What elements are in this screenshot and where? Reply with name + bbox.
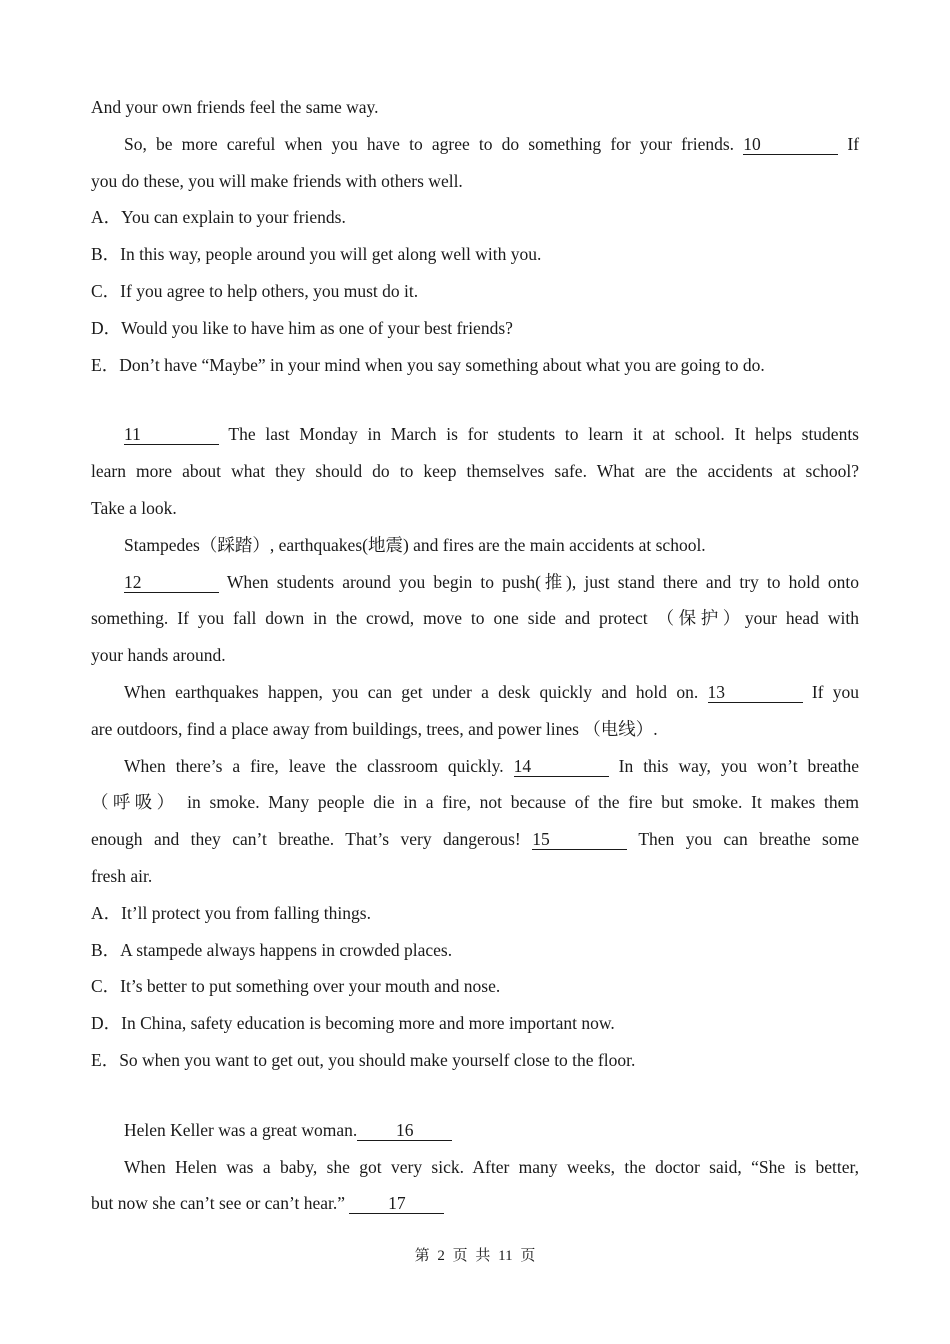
option-a: A．It’ll protect you from falling things. xyxy=(91,902,371,923)
option-d: D．Would you like to have him as one of your best friends? xyxy=(91,317,513,338)
paragraph-line xyxy=(91,748,859,785)
paragraph-line: （呼吸） in smoke. Many people die in a fire, not because of the fire but smoke. It makes them xyxy=(91,792,859,813)
option-e: E．Don’t have “Maybe” in your mind when you say something about what you are going to do. xyxy=(91,354,765,375)
text-span: When students around you begin to push(推), just stand there and try to hold onto xyxy=(226,571,859,592)
text-span: If xyxy=(847,133,860,154)
answer-blank-15[interactable]: 15 xyxy=(532,829,627,850)
option-b: B．A stampede always happens in crowded places. xyxy=(91,939,453,960)
answer-blank-14[interactable]: 14 xyxy=(514,756,609,777)
option-c: C．If you agree to help others, you must do it. xyxy=(91,280,419,301)
section-gap xyxy=(91,383,859,416)
paragraph-line xyxy=(91,126,859,163)
paragraph-line: fresh air. xyxy=(91,865,153,886)
option-e: E．So when you want to get out, you should make yourself close to the floor. xyxy=(91,1049,636,1070)
text-span: In this way, you won’t breathe xyxy=(618,755,860,776)
paragraph-line xyxy=(91,674,859,711)
option-b: B．In this way, people around you will get along well with you. xyxy=(91,244,542,265)
answer-blank-11[interactable]: 11 xyxy=(124,424,219,445)
answer-blank-13[interactable]: 13 xyxy=(708,682,803,703)
paragraph-line: learn more about what they should do to keep themselves safe. What are the accidents at school? xyxy=(91,461,859,482)
text-span: but now she can’t see or can’t hear.” xyxy=(91,1193,345,1214)
text-span: enough and they can’t breathe. That’s very dangerous! xyxy=(91,829,521,850)
text-span: When there’s a fire, leave the classroom quickly. xyxy=(124,755,504,776)
paragraph-line: When Helen was a baby, she got very sick. After many weeks, the doctor said, “She is better, xyxy=(124,1156,859,1177)
paragraph-line xyxy=(91,564,859,601)
text-span: So, be more careful when you have to agree to do something for your friends. xyxy=(124,133,735,154)
paragraph-line: Stampedes（踩踏）, earthquakes(地震) and fires are the main accidents at school. xyxy=(124,534,706,555)
text-span: When earthquakes happen, you can get under a desk quickly and hold on. xyxy=(124,681,699,702)
text-span: Then you can breathe some xyxy=(638,829,859,850)
paragraph-line: are outdoors, find a place away from buildings, trees, and power lines （电线）. xyxy=(91,718,658,739)
paragraph-line: you do these, you will make friends with others well. xyxy=(91,170,463,191)
answer-blank-12[interactable]: 12 xyxy=(124,572,219,593)
paragraph-line xyxy=(91,1112,859,1149)
option-a: A．You can explain to your friends. xyxy=(91,207,346,228)
text-span: The last Monday in March is for students to learn it at school. It helps students xyxy=(228,424,859,445)
page-content xyxy=(91,89,859,1222)
text-span: Helen Keller was a great woman. xyxy=(124,1119,358,1140)
paragraph-line xyxy=(91,1185,859,1222)
paragraph-line xyxy=(91,416,859,453)
text-span: If you xyxy=(811,681,860,702)
answer-blank-16[interactable]: 16 xyxy=(357,1120,452,1141)
paragraph-line xyxy=(91,821,859,858)
answer-blank-17[interactable]: 17 xyxy=(349,1193,444,1214)
section-gap xyxy=(91,1079,859,1112)
answer-blank-10[interactable]: 10 xyxy=(743,134,838,155)
paragraph-line: your hands around. xyxy=(91,645,226,666)
option-c: C．It’s better to put something over your mouth and nose. xyxy=(91,976,501,997)
option-d: D．In China, safety education is becoming more and more important now. xyxy=(91,1013,615,1034)
page-footer: 第 2 页 共 11 页 xyxy=(414,1248,536,1264)
paragraph-line: And your own friends feel the same way. xyxy=(91,97,379,117)
paragraph-line: Take a look. xyxy=(91,497,177,518)
paragraph-line: something. If you fall down in the crowd, move to one side and protect （保护）your head with xyxy=(91,608,859,629)
